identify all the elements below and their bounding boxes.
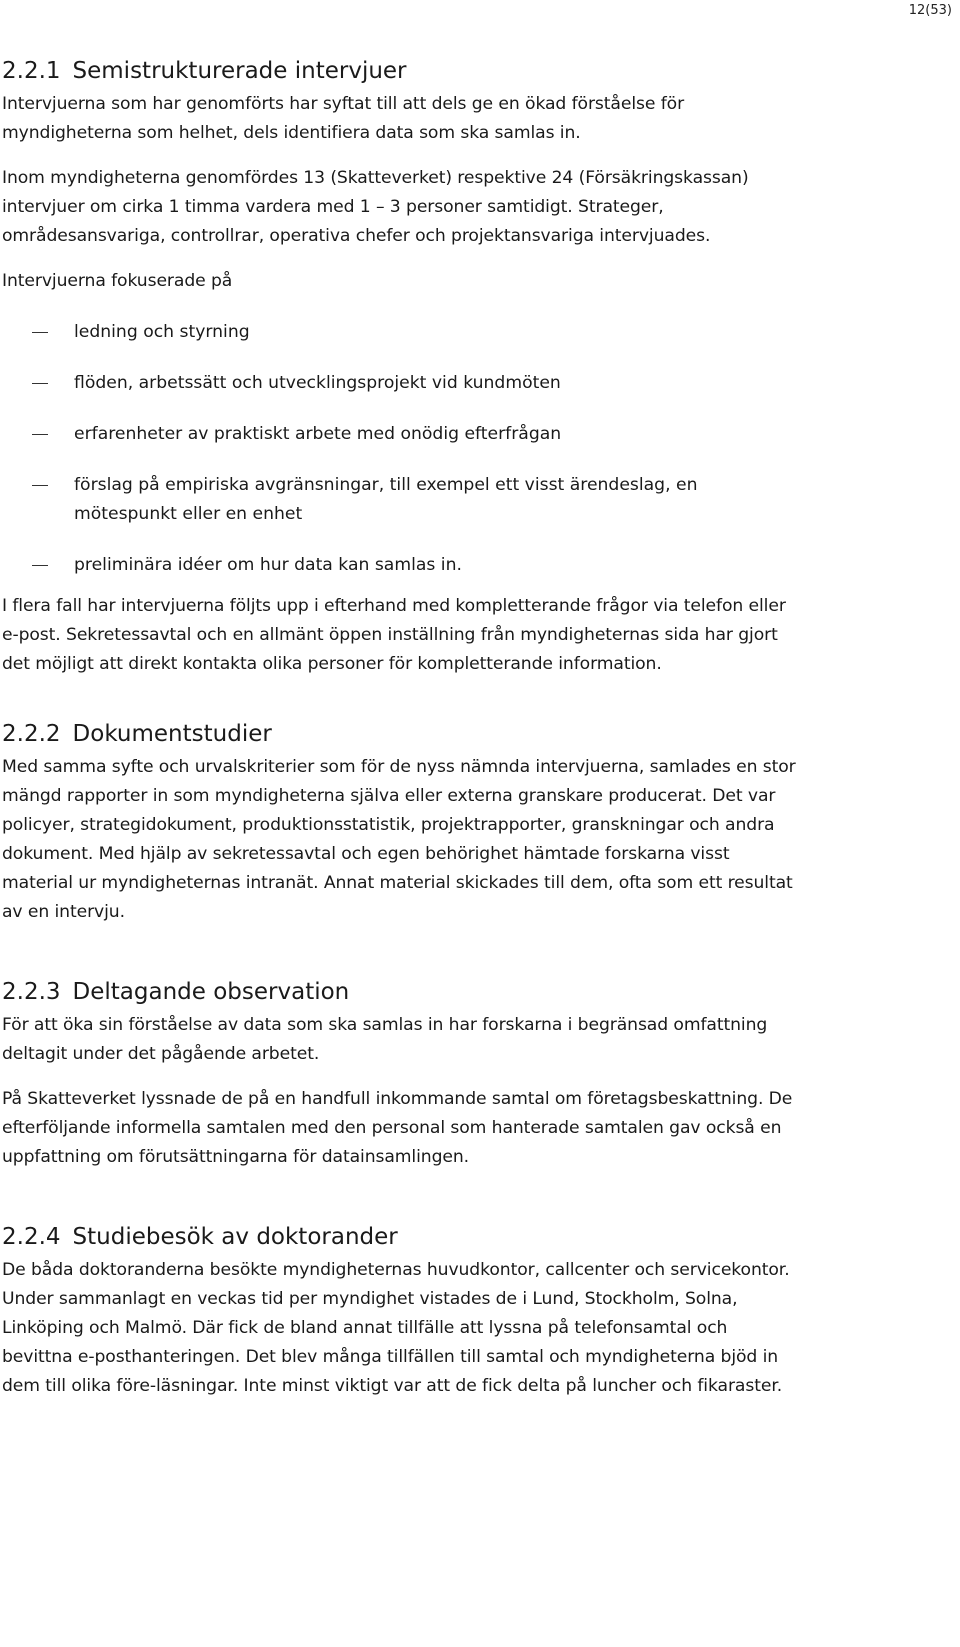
section-number: 2.2.3 [2, 979, 61, 1005]
section-number: 2.2.2 [2, 721, 61, 747]
bullet-list [2, 318, 802, 580]
paragraph: Inom myndigheterna genomfördes 13 (Skatteverket) respektive 24 (Försäkringskassan) intervjuer om cirka 1 timma vardera med 1 – 3 personer samtidigt. Strateger, områdesansvariga, controllrar, operativa chefer och projektansvariga intervjuades. [2, 168, 749, 246]
list-item [2, 318, 802, 347]
paragraph: I flera fall har intervjuerna följts upp i efterhand med kompletterande frågor via telefon eller e-post. Sekretessavtal och en allmänt öppen inställning från myndigheternas sida har gjort det möjligt att direkt kontakta olika personer för kompletterande information. [2, 596, 786, 674]
section-2-2-3 [2, 977, 802, 1172]
paragraph: Intervjuerna som har genomförts har syftat till att dels ge en ökad förståelse för myndigheterna som helhet, dels identifiera data som ska samlas in. [2, 94, 685, 143]
list-item-text: erfarenheter av praktiskt arbete med onödig efterfrågan [74, 424, 562, 444]
section-2-2-4 [2, 1222, 802, 1401]
list-item [2, 369, 802, 398]
section-title: Studiebesök av doktorander [72, 1224, 398, 1250]
list-item-text: flöden, arbetssätt och utvecklingsprojekt vid kundmöten [74, 373, 561, 393]
list-item [2, 551, 802, 580]
section-2-2-1 [2, 56, 802, 679]
paragraph: För att öka sin förståelse av data som ska samlas in har forskarna i begränsad omfattning deltagit under det pågående arbetet. [2, 1015, 768, 1064]
dash-bullet-icon [32, 383, 48, 384]
list-item-text: preliminära idéer om hur data kan samlas in. [74, 555, 462, 575]
section-heading [2, 56, 802, 86]
list-item-text: ledning och styrning [74, 322, 250, 342]
section-heading [2, 719, 802, 749]
section-number: 2.2.1 [2, 58, 61, 84]
section-heading [2, 1222, 802, 1252]
paragraph: På Skatteverket lyssnade de på en handfull inkommande samtal om företagsbeskattning. De efterföljande informella samtalen med den personal som hanterade samtalen gav också en uppfattning om förutsättningarna för datainsamlingen. [2, 1089, 793, 1167]
section-title: Semistrukturerade intervjuer [72, 58, 407, 84]
page-number: 12(53) [908, 3, 952, 18]
paragraph: Med samma syfte och urvalskriterier som för de nyss nämnda intervjuerna, samlades en stor mängd rapporter in som myndigheterna själva eller externa granskare producerat. Det var policyer, strategidokument, produktionsstatistik, projektrapporter, granskningar och andra dokument. Med hjälp av sekretessavtal och egen behörighet hämtade forskarna visst material ur myndigheternas intranät. Annat material skickades till dem, ofta som ett resultat av en intervju. [2, 757, 796, 922]
list-item [2, 471, 802, 529]
dash-bullet-icon [32, 434, 48, 435]
dash-bullet-icon [32, 565, 48, 566]
section-2-2-2 [2, 719, 802, 927]
section-title: Deltagande observation [72, 979, 350, 1005]
list-item-text: förslag på empiriska avgränsningar, till exempel ett visst ärendeslag, en mötespunkt eller en enhet [74, 475, 698, 524]
list-item [2, 420, 802, 449]
section-heading [2, 977, 802, 1007]
paragraph: Intervjuerna fokuserade på [2, 271, 233, 291]
section-number: 2.2.4 [2, 1224, 61, 1250]
section-title: Dokumentstudier [72, 721, 272, 747]
dash-bullet-icon [32, 485, 48, 486]
paragraph: De båda doktoranderna besökte myndigheternas huvudkontor, callcenter och servicekontor. Under sammanlagt en veckas tid per myndighet vistades de i Lund, Stockholm, Solna, Linköping och Malmö. Där fick de bland annat tillfälle att lyssna på telefonsamtal och bevittna e-posthanteringen. Det blev många tillfällen till samtal och myndigheterna bjöd in dem till olika före-läsningar. Inte minst viktigt var att de fick delta på luncher och fikaraster. [2, 1260, 790, 1396]
document-body [2, 56, 802, 1417]
dash-bullet-icon [32, 332, 48, 333]
